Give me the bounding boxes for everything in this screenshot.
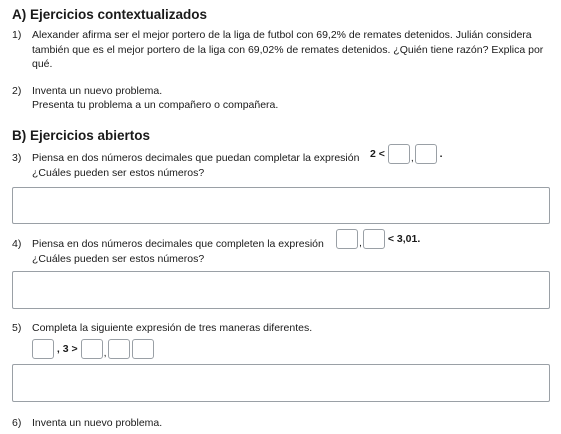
- q3-comma: ,: [410, 151, 414, 164]
- q1-text: Alexander afirma ser el mejor portero de la liga de futbol con 69,2% de remates detenidos. Julián considera también que es el mejor portero de la liga con 69,02% de remates detenidos. ¿Quién tiene razón? Explica por qué.: [32, 29, 544, 70]
- q4-expr-suffix: < 3,01.: [387, 232, 421, 245]
- q6-text: Inventa un nuevo problema.: [32, 417, 163, 429]
- q4-number: 4): [12, 238, 22, 250]
- q6-number: 6): [12, 417, 22, 429]
- q4-blank-decimal[interactable]: [363, 229, 385, 249]
- q4-text: Piensa en dos números decimales que completen la expresión: [32, 238, 324, 250]
- q4-answer-box[interactable]: [12, 271, 550, 309]
- section-a-title: A) Ejercicios contextualizados: [12, 7, 208, 22]
- q5-blank-integer-left[interactable]: [32, 339, 54, 359]
- section-b-title: B) Ejercicios abiertos: [12, 128, 151, 143]
- q5-expression: [32, 339, 154, 359]
- q2-line2: Presenta tu problema a un compañero o compañera.: [32, 99, 279, 111]
- q3-blank-decimal[interactable]: [415, 144, 437, 164]
- q3-number: 3): [12, 152, 22, 164]
- q3-blank-integer[interactable]: [388, 144, 410, 164]
- q3-dot: .: [439, 147, 443, 160]
- q5-comma: ,: [103, 346, 107, 359]
- q3-expr-prefix: 2 <: [370, 147, 385, 160]
- q2-number: 2): [12, 85, 22, 97]
- q3-answer-box[interactable]: [12, 187, 550, 224]
- q3-expression: [370, 144, 443, 164]
- q5-blank-decimal-1[interactable]: [108, 339, 130, 359]
- q3-line2: ¿Cuáles pueden ser estos números?: [32, 167, 205, 179]
- q3-text: Piensa en dos números decimales que puedan completar la expresión: [32, 152, 360, 164]
- q5-text: Completa la siguiente expresión de tres maneras diferentes.: [32, 322, 313, 334]
- q2-line1: Inventa un nuevo problema.: [32, 85, 163, 97]
- q5-answer-box[interactable]: [12, 364, 550, 402]
- q5-blank-decimal-2[interactable]: [132, 339, 154, 359]
- q5-number: 5): [12, 322, 22, 334]
- q1-number: 1): [12, 29, 22, 41]
- q4-comma: ,: [359, 236, 362, 249]
- q5-blank-integer-right[interactable]: [81, 339, 103, 359]
- q5-expr-mid: , 3 >: [56, 342, 78, 355]
- q4-line2: ¿Cuáles pueden ser estos números?: [32, 253, 205, 265]
- q4-expression: [336, 229, 420, 249]
- q4-blank-integer[interactable]: [336, 229, 358, 249]
